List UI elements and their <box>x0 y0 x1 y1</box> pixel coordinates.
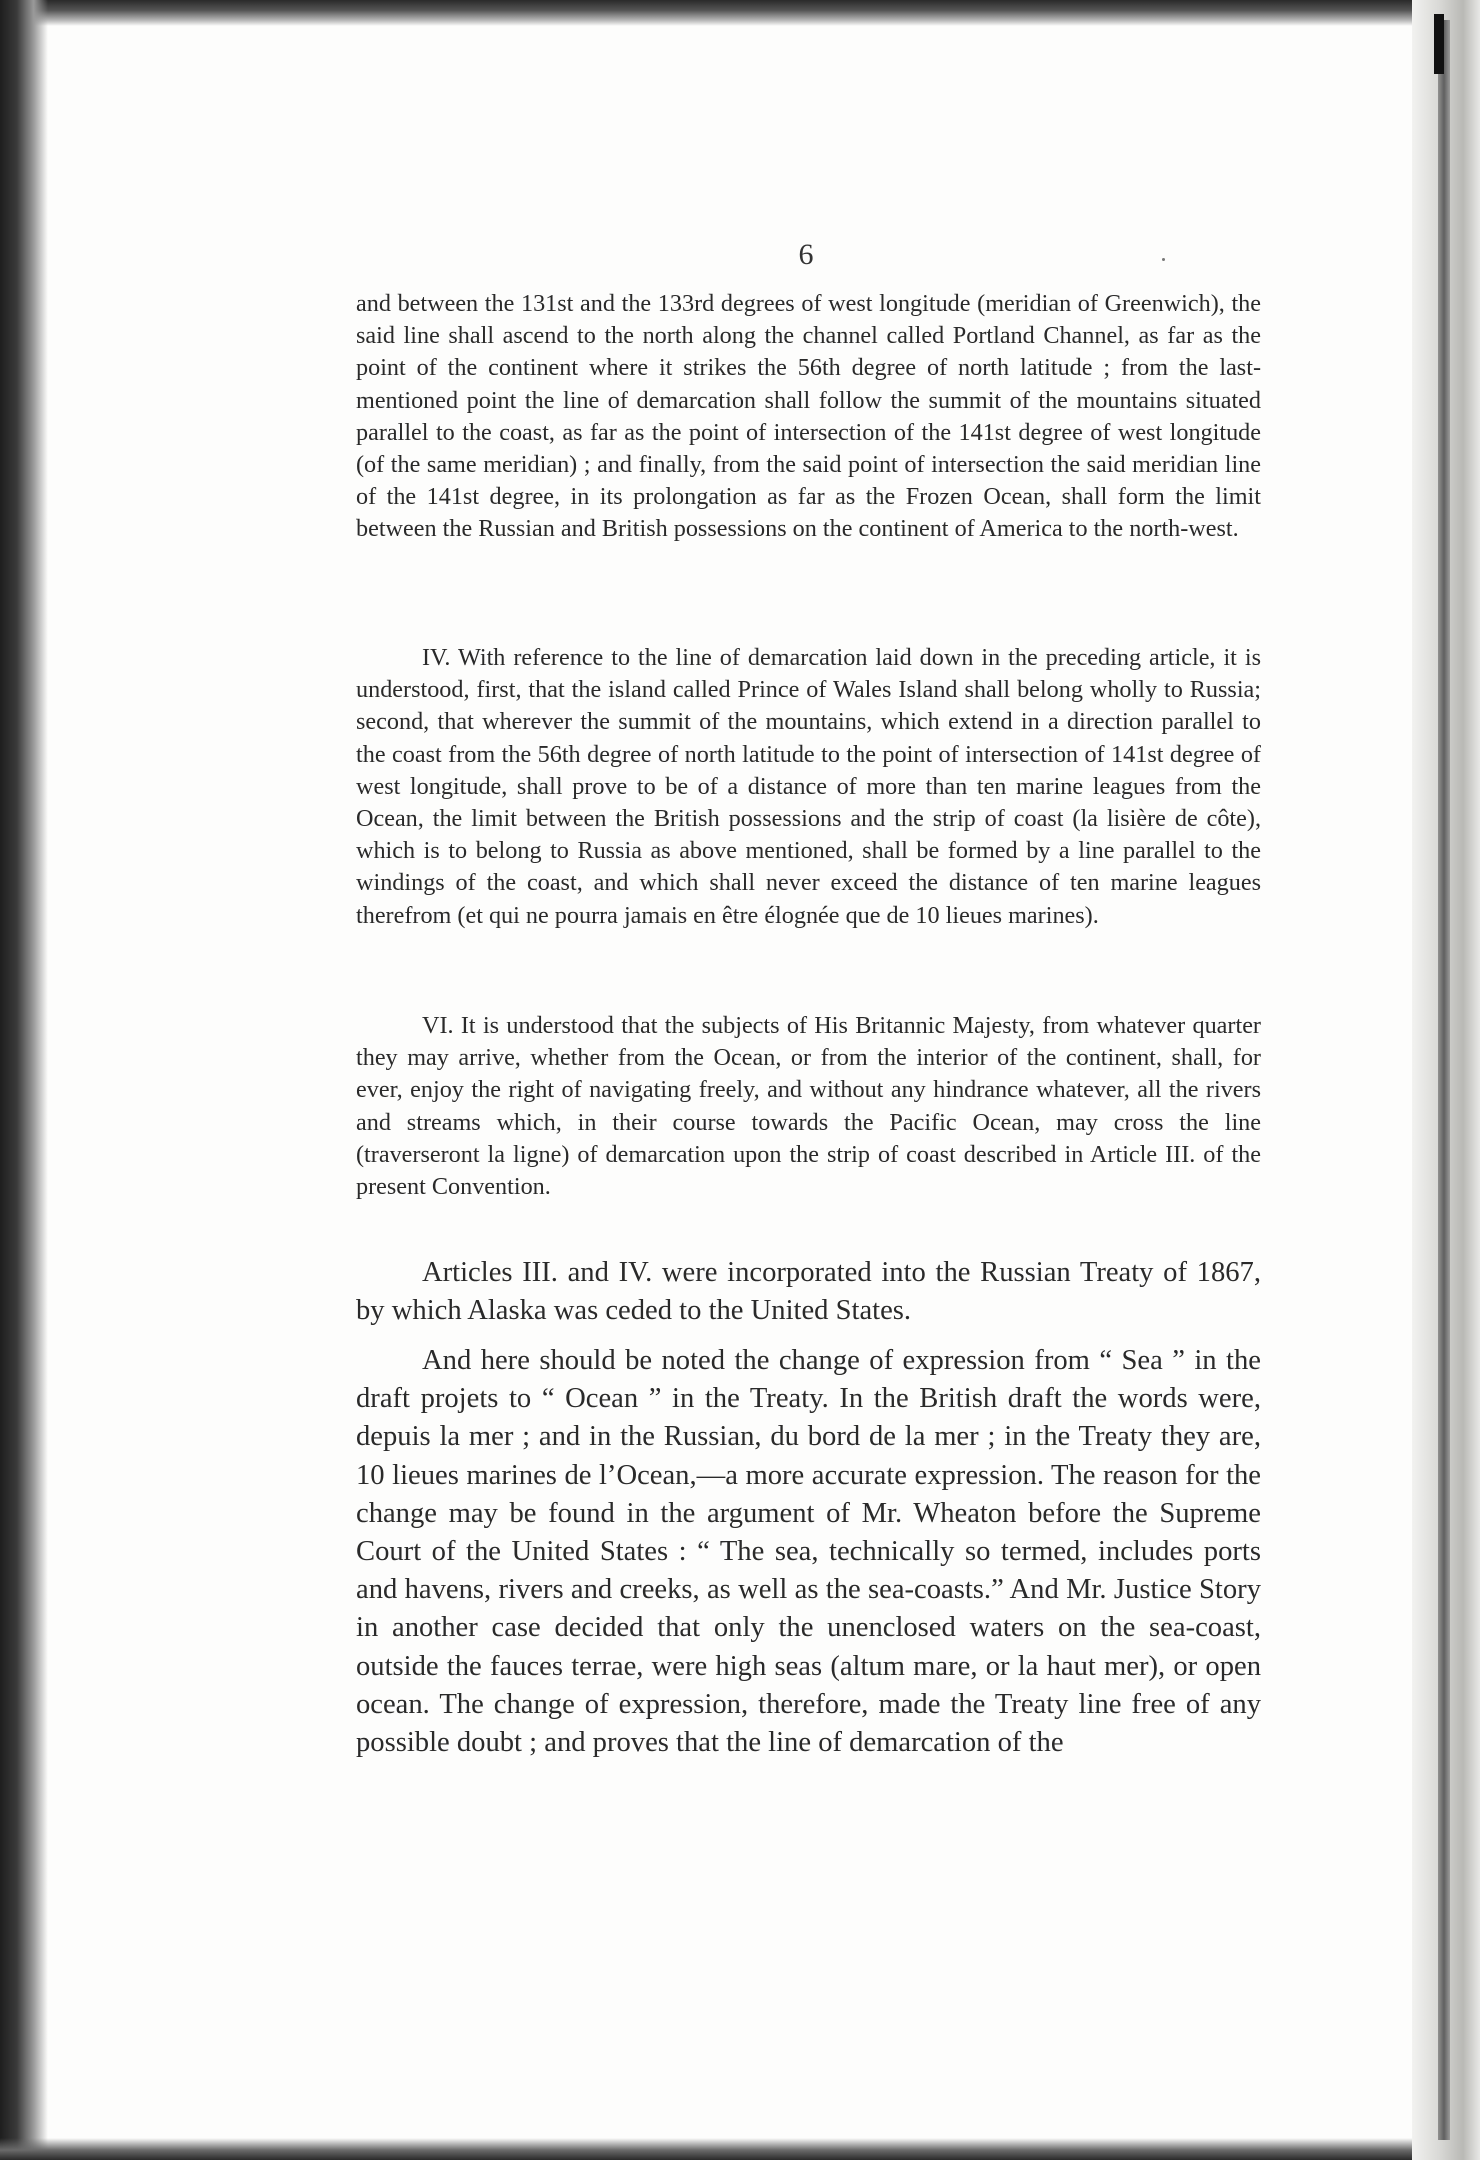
paragraph-articles-incorporated: Articles III. and IV. were incorporated into the Russian Treaty of 1867, by which Alaska was ceded to the United States. <box>356 1257 1261 1327</box>
page-number: 6 <box>798 238 814 271</box>
paragraph-treaty-article-iv: IV. With reference to the line of demarcation laid down in the preceding article, it is understood, first, that the island called Prince of Wales Island shall belong wholly to Russia; second, that wherever the summit of the mountains, which extend in a direction parallel to the coast from the 56th degree of north latitude to the point of intersection of 141st degree of west longitude, shall prove to be of a distance of more than ten marine leagues from the Ocean, the limit between the British possessions and the strip of coast (la lisière de côte), which is to belong to Russia as above mentioned, shall be formed by a line parallel to the windings of the coast, and which shall never exceed the distance of ten marine leagues therefrom (et qui ne pourra jamais en être élognée que de 10 lieues marines). <box>356 644 1261 929</box>
paragraph-treaty-article-iii-continued: and between the 131st and the 133rd degrees of west longitude (meridian of Greenwich), the said line shall ascend to the north along the channel called Portland Channel, as far as the point of the continent where it strikes the 56th degree of north latitude ; from the last-mentioned point the line of demarcation shall follow the summit of the mountains situated parallel to the coast, as far as the point of intersection of the 141st degree of west longitude (of the same meridian) ; and finally, from the said point of intersection the said meridian line of the 141st degree, in its prolongation as far as the Frozen Ocean, shall form the limit between the Russian and British possessions on the continent of America to the north-west. <box>356 290 1261 543</box>
paragraph-treaty-article-vi: VI. It is understood that the subjects of His Britannic Majesty, from whatever quarter they may arrive, whether from the Ocean, or from the interior of the continent, shall, for ever, enjoy the right of navigating freely, and without any hindrance whatever, all the rivers and streams which, in their course towards the Pacific Ocean, may cross the line (traverseront la ligne) of demarcation upon the strip of coast described in Article III. of the present Convention. <box>356 1012 1261 1201</box>
speck <box>1162 258 1165 261</box>
paragraph-change-of-expression: And here should be noted the change of expression from “ Sea ” in the draft projets to “ Ocean ” in the Treaty. In the British draft the words were, depuis la mer ; and in the Russian, du bord de la mer ; in the Treaty they are, 10 lieues marines de l’Ocean,—a more accurate expression. The reason for the change may be found in the argument of Mr. Wheaton before the Supreme Court of the United States : “ The sea, technically so termed, includes ports and havens, rivers and creeks, as well as the sea-coasts.” And Mr. Justice Story in another case decided that only the unenclosed waters on the sea-coast, outside the fauces terrae, were high seas (altum mare, or la haut mer), or open ocean. The change of expression, therefore, made the Treaty line free of any possible doubt ; and proves that the line of demarcation of the <box>356 1345 1261 1759</box>
